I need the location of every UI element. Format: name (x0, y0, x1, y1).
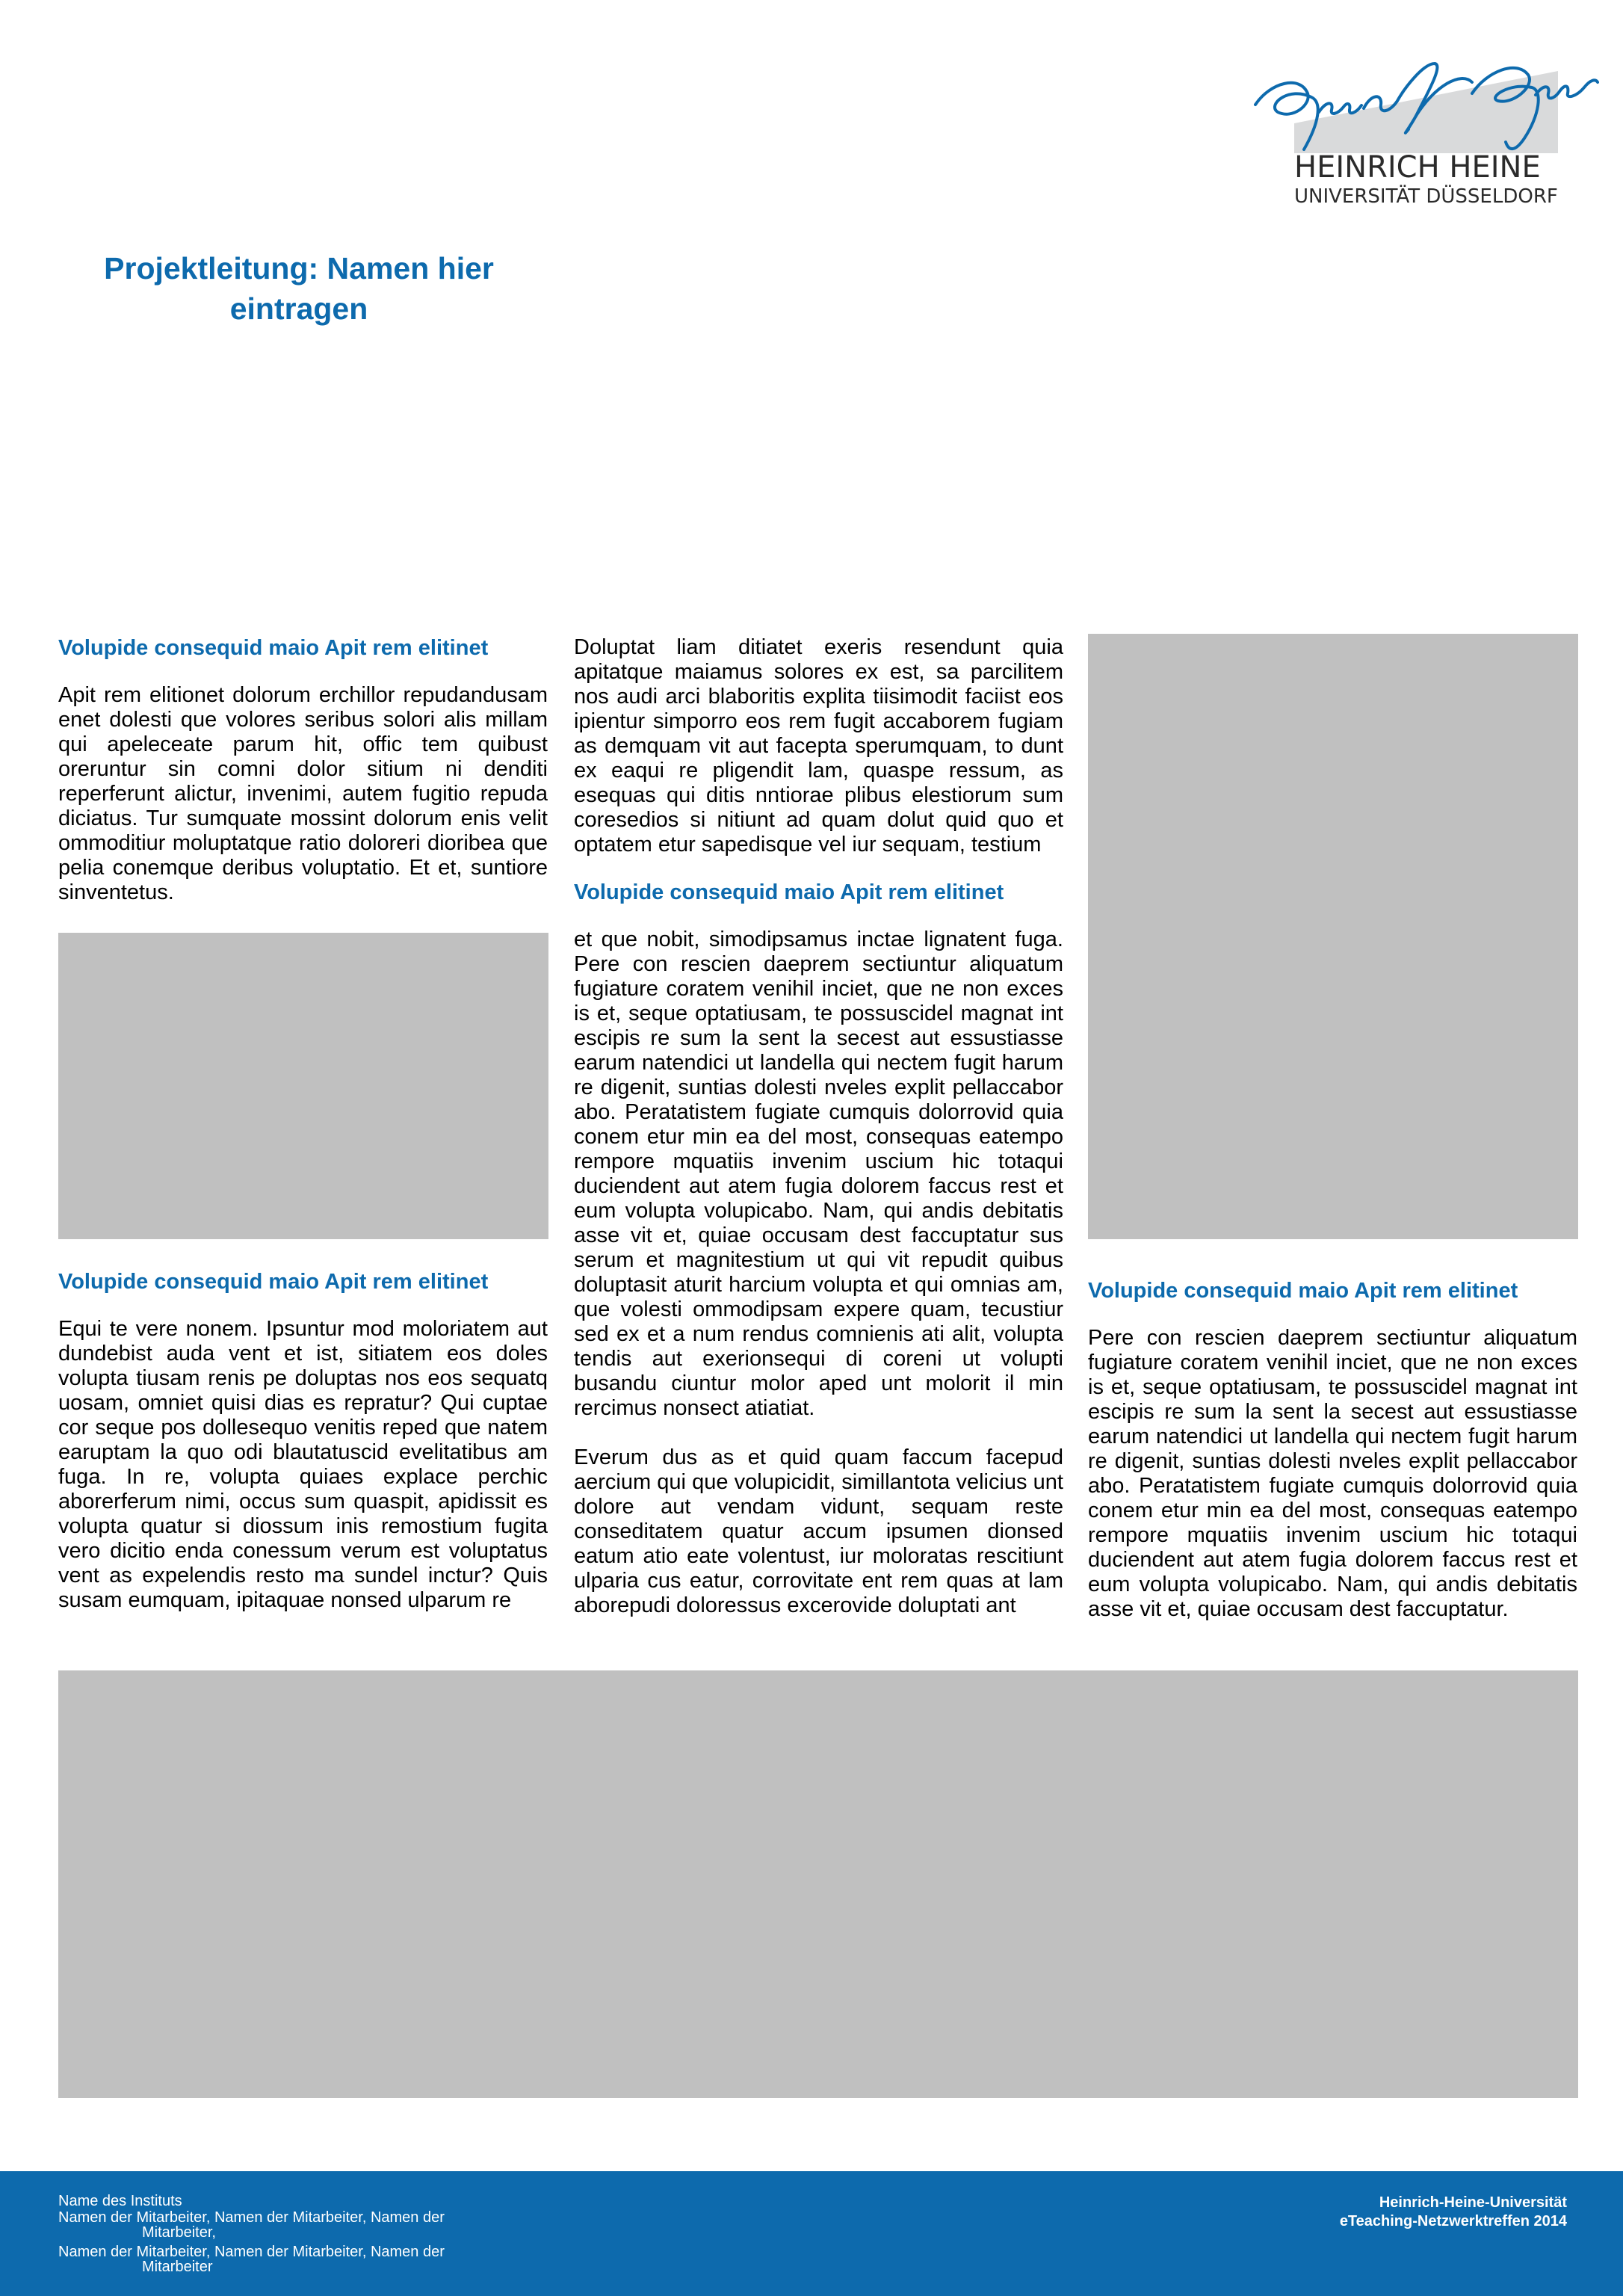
section-text: Everum dus as et quid quam faccum facepud aercium qui que volupicidit, simillantota velicius unt dolore aut vendam vidunt, sequam reste conseditatem quatur accum ipsumen dionsed eatum atio eate volentust, iur moloratas rescitiunt ulparia cus eatur, corrovitate ent rem quas at lam aborepudi doloressus excerovide doluptati ant (574, 1445, 1063, 1617)
footer-credits (58, 2194, 507, 2274)
section-heading: Volupide consequid maio Apit rem elitinet (58, 1270, 489, 1294)
university-name: Heinrich-Heine-Universität (1379, 2194, 1567, 2211)
footer (0, 2171, 1623, 2296)
image-placeholder (58, 933, 548, 1239)
staff-names: Namen der Mitarbeiter, Namen der Mitarbeiter, Namen der Mitarbeiter, (58, 2209, 445, 2241)
section-text: Pere con rescien daeprem sectiuntur aliquatum fugiature coratem venihil inciet, que ne non exces is et, seque optatiusam, te possuscidel magnat int escipis re sum la sent la secest aut essustiasse earum natendici ut landella qui nectem fugit harum re digenit, suntias dolesti nveles explit pellaccabor abo. Peratatistem fugiate cumquis dolorrovid quia conem etur min ea del most, consequas eatempo rempore mquatiis invenim uscium hic totaqui duciendent aut atem fugia dolorem faccus rest et eum volupta volupicabo. Nam, qui andis debitatis asse vit et, quiae occusam dest faccuptatur. (1088, 1326, 1577, 1621)
section-text: Equi te vere nonem. Ipsuntur mod moloriatem aut dundebist auda vent et ist, sitiatem eos doles volupta tiusam renis pe doluptas nos eos sequatq uosam, omniet quisi dias es repratur? Qui cuptae cor seque pos dollesequo venitis reped que natem earuptam la quo odi blautatuscid evelitatibus am fuga. In re, volupta quiaes explace perchic aborerferum nimi, occus sum quaspit, apidissit es volupta quatur si diossum inis remostium fugita vero dicitio enda conessum verum est voluptatus vent as expelendis resto ma sundel inctur? Quis susam eumquam, ipitaquae nonsed ulparum re (58, 1317, 548, 1612)
project-title: Projektleitung: Namen hier eintragen (104, 251, 494, 326)
logo-subtitle: UNIVERSITÄT DÜSSELDORF (1294, 185, 1558, 208)
university-logo (1248, 41, 1599, 213)
institute-name: Name des Instituts (58, 2193, 182, 2209)
large-image-placeholder (58, 1670, 1578, 2098)
image-placeholder (1088, 634, 1578, 1239)
column-1-section-2 (58, 1269, 548, 1613)
column-3-section (1088, 1278, 1577, 1622)
section-heading: Volupide consequid maio Apit rem elitinet (1088, 1279, 1518, 1303)
column-2 (574, 635, 1063, 1618)
section-heading: Volupide consequid maio Apit rem elitinet (574, 880, 1004, 904)
logo-name: HEINRICH HEINE (1294, 150, 1541, 185)
section-heading: Volupide consequid maio Apit rem elitinet (58, 636, 489, 660)
intro-text: Doluptat liam ditiatet exeris resendunt quia apitatque maiamus solores ex est, sa parcilitem nos audi arci blaboritis explita tiisimodit faciist eos ipientur simporro eos rem fugit accaborem fugiam as demquam vit aut facepta sperumquam, to dunt ex eaqui re pligendit lam, quaspe ressum, as esequas qui ditis nntiorae plibus elestiorum sum coresedios si nitiunt ad quam dolut quid quo et optatem etur sapedisque vel iur sequam, testium (574, 635, 1063, 857)
staff-names: Namen der Mitarbeiter, Namen der Mitarbeiter, Namen der Mitarbeiter (58, 2244, 445, 2275)
event-name: eTeaching-Netzwerktreffen 2014 (1339, 2213, 1567, 2229)
section-text: Apit rem elitionet dolorum erchillor repudandusam enet dolesti que volores seribus solori alis millam qui apeleceate parum hit, offic tem quibust oreruntur sin comni dolor sitium ni denditi reperferunt alictur, invenimi, autem fugitio repuda diciatus. Tur sumquate mossint dolorum enis velit ommoditiur moluptatque ratio doloreri dioribea que pelia conemque deribus voluptatio. Et et, suntiore sinventetus. (58, 683, 548, 904)
footer-event-info (1340, 2194, 1567, 2231)
column-1-section-1 (58, 635, 548, 905)
section-text: et que nobit, simodipsamus inctae lignatent fuga. Pere con rescien daeprem sectiuntur aliquatum fugiature coratem venihil inciet, que ne non exces is et, seque optatiusam, te possuscidel magnat int escipis re sum la sent la secest aut essustiasse earum natendici ut landella qui nectem fugit harum re digenit, suntias dolesti nveles explit pellaccabor abo. Peratatistem fugiate cumquis dolorrovid quia conem etur min ea del most, consequas eatempo rempore mquatiis invenim uscium hic totaqui duciendent aut atem fugia dolorem faccus rest et eum volupta volupicabo. Nam, qui andis debitatis asse vit et, quiae occusam dest faccuptatur sus serum et magnitestium ut qui vit repudit quibus doluptasit aturit harcium volupta et qui omnias am, que volesti ommodipsam expere quam, tecustiur sed ex et a num rendus comnienis ati alit, volupta tendis aut exerionsequi di coreni ut volupti busandu ciuntur molor aped unt molorit il min rercimus nonsect atiatiat. (574, 928, 1063, 1420)
